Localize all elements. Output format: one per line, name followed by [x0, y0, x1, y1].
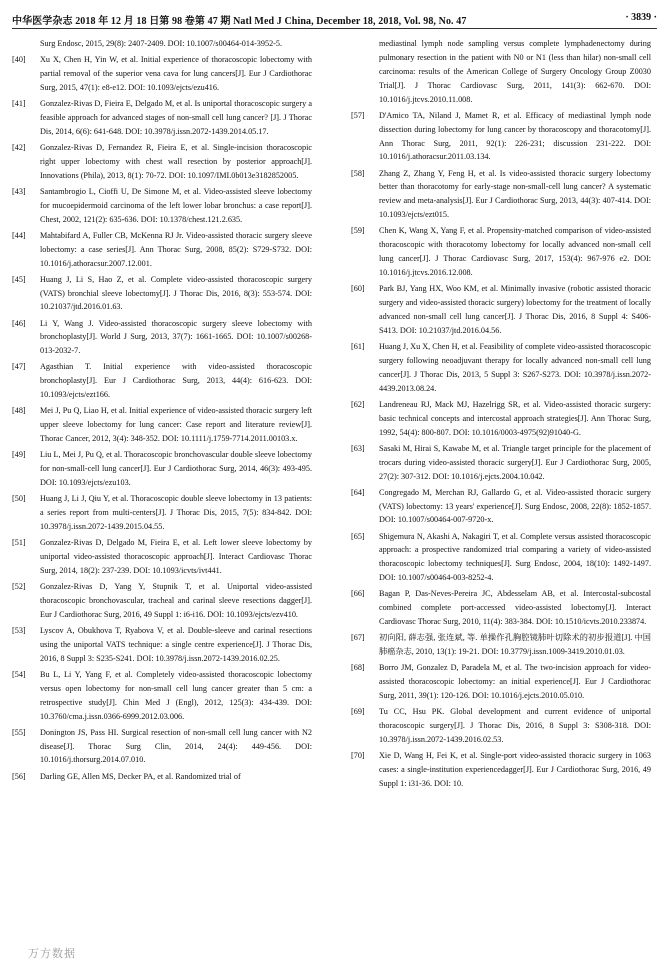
reference-text: Gonzalez-Rivas D, Delgado M, Fieira E, et al. Left lower sleeve lobectomy by uniportal video-assisted thoracoscopic approach[J]. Interact Cardiovasc Thorac Surg, 2014, 18(2): 237-239. DOI: 10.1093/icvts/ivt441.: [40, 538, 312, 575]
references-left-column: [12, 37, 312, 786]
reference-entry: [351, 442, 651, 484]
reference-text: Congregado M, Merchan RJ, Gallardo G, et al. Video-assisted thoracic surgery (VATS) lobectomy: 13 years' experience[J]. Surg Endosc, 2008, 22(8): 1852-1857. DOI: 10.1007/s00464-007-9720-x.: [379, 487, 651, 525]
reference-text: Landreneau RJ, Mack MJ, Hazelrigg SR, et al. Video-assisted thoracic surgery: basic technical concepts and intercostal approach strategies[J]. Ann Thorac Surg, 1992, 54(4): 800-807. DOI: 10.1016/0003-4975(92)91040-G.: [379, 399, 651, 437]
reference-number: [54]: [12, 669, 26, 679]
reference-number: [41]: [12, 99, 26, 108]
reference-text: Sasaki M, Hirai S, Kawabe M, et al. Triangle target principle for the placement of trocars during video-assisted thoracic surgery[J]. Eur J Cardiothorac Surg, 2005, 27(2): 307-312. DOI: 10.1016/j.ejcts.2004.10.042.: [379, 443, 651, 481]
reference-number: [63]: [351, 443, 365, 453]
running-header: [12, 10, 657, 28]
reference-entry: [351, 661, 651, 703]
reference-number: [50]: [12, 494, 26, 504]
reference-entry: [12, 770, 312, 784]
reference-entry: [12, 448, 312, 490]
reference-text: Huang J, Xu X, Chen H, et al. Feasibility of complete video-assisted thoracoscopic surgery following neoadjuvant therapy for locally advanced non-small cell lung cancer[J]. J Thorac Dis, 2013, 5 Suppl 3: S267-S273. DOI: 10.3978/j.issn.2072-4439.2013.08.24.: [379, 341, 651, 393]
journal-header: 中华医学杂志 2018 年 12 月 18 日第 98 卷第 47 期 Natl Med J China, December 18, 2018, Vol. 98, No. 47: [12, 16, 467, 27]
reference-text: Santambrogio L, Cioffi U, De Simone M, et al. Video-assisted sleeve lobectomy for mucoepidermoid carcinoma of the left lower lobar bronchus: a case report[J]. Chest, 2002, 121(2): 635-636. DOI: 10.1378/chest.121.2.635.: [40, 186, 312, 224]
reference-entry: [12, 37, 312, 51]
reference-entry: [351, 587, 651, 629]
reference-number: [44]: [12, 230, 26, 240]
reference-entry: [12, 273, 312, 315]
reference-text: Mahtabifard A, Fuller CB, McKenna RJ Jr. Video-assisted thoracic surgery sleeve lobectomy: a case series[J]. Ann Thorac Surg, 2008, 85(2): S729-S732. DOI: 10.1016/j.athoracsur.2007.12.001.: [40, 230, 312, 268]
reference-entry: [351, 109, 651, 165]
reference-entry: [12, 97, 312, 139]
reference-text: Bagan P, Das-Neves-Pereira JC, Abdesselam AB, et al. Intercostal-subcostal combined complete port-accessed video-assisted lobectomy[J]. Interact Cardiovasc Thorac Surg, 2010, 11(4): 383-384. DOI: 10.1510/icvts.2010.233874.: [379, 589, 651, 627]
reference-text: Xie D, Wang H, Fei K, et al. Single-port video-assisted thoracic surgery in 1063 cases: a single-institution experiencedagger[J]. Eur J Cardiothorac Surg, 2016, 49 Suppl 1: i31-36. DOI: 10.: [379, 751, 651, 788]
reference-entry: [12, 404, 312, 446]
reference-entry: [351, 167, 651, 223]
reference-number: [43]: [12, 186, 26, 196]
reference-entry: [12, 53, 312, 95]
reference-entry: [12, 492, 312, 534]
reference-text: Borro JM, Gonzalez D, Paradela M, et al. The two-incision approach for video-assisted thoracoscopic lobectomy: an initial experience[J]. Eur J Cardiothorac Surg, 2011, 39(1): 120-126. DOI: 10.1016/j.ejcts.2010.05.010.: [379, 663, 651, 701]
reference-text: Chen K, Wang X, Yang F, et al. Propensity-matched comparison of video-assisted thoracoscopic with thoracotomy lobectomy for locally advanced non-small cell lung cancer[J]. J Thorac Cardiovasc Surg, 2017, 153(4): 967-976 e2. DOI: 10.1016/j.jtcvs.2016.12.008.: [379, 226, 651, 278]
reference-entry: [12, 317, 312, 359]
reference-number: [53]: [12, 625, 26, 635]
reference-number: [57]: [351, 110, 365, 120]
reference-entry: [351, 486, 651, 528]
reference-text: Darling GE, Allen MS, Decker PA, et al. Randomized trial of: [40, 771, 241, 781]
reference-entry: [351, 224, 651, 280]
reference-entry: [12, 185, 312, 227]
reference-entry: [351, 749, 651, 791]
reference-text: Gonzalez-Rivas D, Fieira E, Delgado M, et al. Is uniportal thoracoscopic surgery a feasible approach for advanced stages of non-small cell lung cancer? [J]. J Thorac Dis, 2014, 6(6): 641-648. DOI: 10.3978/j.issn.2072-1439.2014.05.17.: [40, 99, 312, 136]
reference-text: Liu L, Mei J, Pu Q, et al. Thoracoscopic bronchovascular double sleeve lobectomy for non-small-cell lung cancer[J]. Eur J Cardiothorac Surg, 2014, 46(3): 493-495. DOI: 10.1093/ejcts/ezu103.: [40, 450, 312, 488]
page-number: · 3839 ·: [625, 12, 657, 23]
reference-number: [61]: [351, 341, 365, 351]
reference-text: 初向阳, 薛志强, 张连斌, 等. 单操作孔胸腔镜肺叶切除术的初步报道[J]. 中国肺癌杂志, 2010, 13(1): 19-21. DOI: 10.3779/j.issn.1009-3419.2010.01.03.: [379, 633, 651, 657]
reference-number: [68]: [351, 663, 365, 673]
reference-entry: [351, 530, 651, 586]
reference-number: [49]: [12, 450, 26, 460]
reference-entry: [12, 141, 312, 183]
reference-number: [69]: [351, 707, 365, 717]
reference-text: Bu L, Li Y, Yang F, et al. Completely video-assisted thoracoscopic lobectomy versus open lobectomy for non-small cell lung cancer greater than 5 cm: a retrospective study[J]. Chin Med J (Engl), 2012, 125(3): 434-439. DOI: 10.3760/cma.j.issn.0366-6999.2012.03.006.: [40, 669, 312, 721]
reference-text: Xu X, Chen H, Yin W, et al. Initial experience of thoracoscopic lobectomy with partial removal of the superior vena cava for lung cancers[J]. Eur J Cardiothorac Surg, 2015, 47(1): e8-e12. DOI: 10.1093/ejcts/ezu416.: [40, 55, 312, 92]
reference-number: [48]: [12, 406, 26, 416]
reference-number: [58]: [351, 168, 365, 178]
reference-text: Huang J, Li J, Qiu Y, et al. Thoracoscopic double sleeve lobectomy in 13 patients: a series report from multi-centers[J]. J Thorac Dis, 2015, 7(5): 834-842. DOI: 10.3978/j.issn.2072-1439.2015.04.55.: [40, 494, 312, 531]
reference-text: D'Amico TA, Niland J, Mamet R, et al. Efficacy of mediastinal lymph node dissection during lobectomy for lung cancer by thoracoscopy and thoracotomy[J]. Ann Thorac Surg, 2011, 92(1): 226-231; discussion 231-222. DOI: 10.1016/j.athoracsur.2011.03.134.: [379, 110, 651, 162]
reference-entry: [12, 580, 312, 622]
reference-number: [62]: [351, 399, 365, 409]
reference-number: [64]: [351, 487, 365, 497]
reference-text: Gonzalez-Rivas D, Fernandez R, Fieira E, et al. Single-incision thoracoscopic right upper lobectomy with chest wall resection by posterior approach[J]. Innovations (Phila), 2013, 8(1): 70-72. DOI: 10.1097/IMI.0b013e3182852005.: [40, 142, 312, 180]
reference-number: [66]: [351, 589, 365, 599]
reference-entry: [351, 705, 651, 747]
reference-entry: [351, 340, 651, 396]
reference-entry: [12, 726, 312, 768]
reference-text: Mei J, Pu Q, Liao H, et al. Initial experience of video-assisted thoracic surgery left upper sleeve lobectomy for lung cancer: Case report and literature review[J]. Thorac Cancer, 2012, 3(4): 348-352. DOI: 10.1111/j.1759-7714.2011.00103.x.: [40, 406, 312, 444]
header-rule: [12, 28, 657, 29]
watermark: 万方数据: [28, 947, 76, 960]
reference-text: Surg Endosc, 2015, 29(8): 2407-2409. DOI: 10.1007/s00464-014-3952-5.: [40, 39, 283, 48]
reference-number: [70]: [351, 751, 365, 761]
reference-number: [42]: [12, 142, 26, 152]
reference-entry: [12, 360, 312, 402]
reference-entry: [12, 668, 312, 724]
reference-text: Lyscov A, Obukhova T, Ryabova V, et al. Double-sleeve and carinal resections using the uniportal VATS technique: a single centre experience[J]. J Thorac Dis, 2016, 8 Suppl 3: S235-S241. DOI: 10.3978/j.issn.2072-1439.2016.02.25.: [40, 625, 312, 663]
reference-number: [60]: [351, 284, 365, 294]
reference-number: [59]: [351, 226, 365, 236]
reference-entry: [351, 631, 651, 659]
reference-number: [65]: [351, 531, 365, 541]
reference-entry: [12, 624, 312, 666]
reference-number: [55]: [12, 727, 26, 737]
reference-number: [40]: [12, 55, 26, 65]
reference-number: [47]: [12, 362, 26, 372]
reference-text: Donington JS, Pass HI. Surgical resection of non-small cell lung cancer with N2 disease[J]. Thorac Surg Clin, 2014, 24(4): 449-456. DOI: 10.1016/j.thorsurg.2014.07.010.: [40, 727, 312, 765]
reference-entry: [12, 229, 312, 271]
reference-number: [46]: [12, 318, 26, 328]
reference-text: Zhang Z, Zhang Y, Feng H, et al. Is video-assisted thoracic surgery lobectomy better than thoracotomy for early-stage non-small-cell lung cancer? A systematic review and meta-analysis[J]. Eur J Cardiothorac Surg, 2013, 44(3): 407-414. DOI: 10.1093/ejcts/ezt015.: [379, 168, 651, 220]
reference-entry: [351, 398, 651, 440]
reference-number: [56]: [12, 771, 26, 781]
reference-text: Gonzalez-Rivas D, Yang Y, Stupnik T, et al. Uniportal video-assisted thoracoscopic bronchovascular, tracheal and carinal sleeve resections dagger[J]. Eur J Cardiothorac Surg, 2016, 49 Suppl 1: i6-i16. DOI: 10.1093/ejcts/ezv410.: [40, 581, 312, 619]
reference-text: Tu CC, Hsu PK. Global development and current evidence of uniportal thoracoscopic surgery[J]. J Thorac Dis, 2016, 8 Suppl 3: S308-318. DOI: 10.3978/j.issn.2072-1439.2016.02.53.: [379, 707, 651, 744]
reference-text: Huang J, Li S, Hao Z, et al. Complete video-assisted thoracoscopic surgery (VATS) bronchial sleeve lobectomy[J]. J Thorac Dis, 2016, 8(3): 553-574. DOI: 10.21037/jtd.2016.01.63.: [40, 274, 312, 312]
reference-entry: [351, 282, 651, 338]
reference-number: [67]: [351, 633, 365, 643]
reference-entry: [12, 536, 312, 578]
reference-text: Li Y, Wang J. Video-assisted thoracoscopic surgery sleeve lobectomy with bronchoplasty[J]. World J Surg, 2013, 37(7): 1661-1665. DOI: 10.1007/s00268-013-2032-7.: [40, 318, 312, 356]
references-right-column: [351, 37, 651, 793]
reference-text: Shigemura N, Akashi A, Nakagiri T, et al. Complete versus assisted thoracoscopic approach: a prospective randomized trial comparing a variety of video-assisted thoracoscopic lobectomy techniques[J]. Surg Endosc, 2004, 18(10): 1492-1497. DOI: 10.1007/s00464-003-8252-4.: [379, 531, 651, 583]
reference-entry: [351, 37, 651, 107]
reference-text: mediastinal lymph node sampling versus complete lymphadenectomy during pulmonary resection in the patient with N0 or N1 (less than hilar) non-small cell carcinoma: results of the American College of Surgery Oncology Group Z0030 Trial[J]. J Thorac Cardiovasc Surg, 2011, 141(3): 662-670. DOI: 10.1016/j.jtcvs.2010.11.008.: [379, 39, 651, 104]
reference-text: Agasthian T. Initial experience with video-assisted thoracoscopic bronchoplasty[J]. Eur J Cardiothorac Surg, 2013, 44(4): 616-623. DOI: 10.1093/ejcts/ezt166.: [40, 362, 312, 400]
reference-text: Park BJ, Yang HX, Woo KM, et al. Minimally invasive (robotic assisted thoracic surgery and video-assisted thoracic surgery) lobectomy for the treatment of locally advanced non-small cell lung cancer[J]. J Thorac Dis, 2016, 8 Suppl 4: S406-S413. DOI: 10.21037/jtd.2016.04.56.: [379, 284, 651, 335]
reference-number: [51]: [12, 538, 26, 548]
reference-number: [52]: [12, 581, 26, 591]
reference-number: [45]: [12, 274, 26, 284]
